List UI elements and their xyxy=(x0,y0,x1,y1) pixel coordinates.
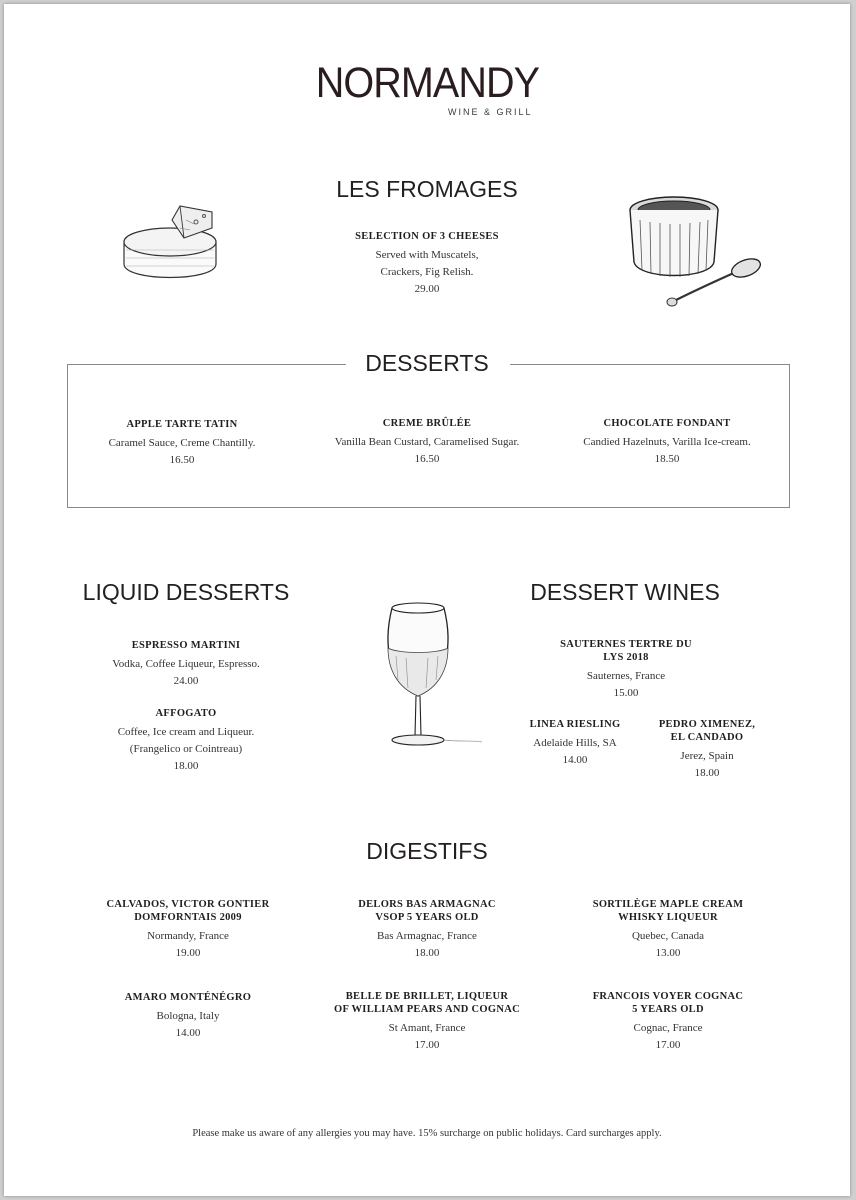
liquid-item xyxy=(76,639,296,690)
item-title: CREME BRÛLÉE xyxy=(382,418,472,429)
item-title: SELECTION OF 3 CHEESES xyxy=(355,231,499,242)
cheese-illustration-icon xyxy=(120,202,224,282)
brand-logo xyxy=(4,60,850,106)
item-title: CALVADOS, VICTOR GONTIER xyxy=(106,899,270,910)
digestif-item xyxy=(307,990,547,1054)
item-price: 14.00 xyxy=(175,1027,201,1039)
item-title: PEDRO XIMENEZ, xyxy=(658,719,756,730)
item-desc: Normandy, France xyxy=(147,930,229,942)
item-price: 18.00 xyxy=(694,767,720,779)
item-price: 17.00 xyxy=(655,1039,681,1051)
item-price: 29.00 xyxy=(414,283,440,295)
item-desc: Coffee, Ice cream and Liqueur. xyxy=(117,726,255,738)
item-desc: Vanilla Bean Custard, Caramelised Sugar. xyxy=(334,436,520,448)
brand-name: NORMANDY xyxy=(315,59,539,107)
item-title: DELORS BAS ARMAGNAC xyxy=(358,899,496,910)
item-desc: Crackers, Fig Relish. xyxy=(380,266,474,278)
item-desc: Jerez, Spain xyxy=(680,750,734,762)
digestif-item xyxy=(317,898,537,962)
item-price: 13.00 xyxy=(655,947,681,959)
item-price: 19.00 xyxy=(175,947,201,959)
item-desc: Bologna, Italy xyxy=(156,1010,220,1022)
item-price: 15.00 xyxy=(613,687,639,699)
fromages-heading: LES FROMAGES xyxy=(336,176,518,202)
menu-page xyxy=(4,4,850,1196)
item-title: BELLE DE BRILLET, LIQUEUR xyxy=(345,991,509,1002)
wine-item xyxy=(645,718,769,782)
item-title: SAUTERNES TERTRE DU xyxy=(560,639,692,650)
creme-brulee-illustration-icon xyxy=(628,194,762,312)
liquid-item xyxy=(76,707,296,775)
allergy-notice: Please make us aware of any allergies you may have. 15% surcharge on public holidays. Card surcharges apply. xyxy=(192,1128,662,1139)
item-title: LINEA RIESLING xyxy=(529,719,621,730)
fromages-item xyxy=(327,230,527,298)
dessert-item xyxy=(72,418,292,469)
item-title: AMARO MONTÉNÉGRO xyxy=(124,992,252,1003)
item-price: 16.50 xyxy=(414,453,440,465)
item-price: 18.00 xyxy=(414,947,440,959)
brand-subtitle: WINE & GRILL xyxy=(448,107,533,117)
item-title: ESPRESSO MARTINI xyxy=(131,640,241,651)
item-desc: Adelaide Hills, SA xyxy=(533,737,617,749)
item-title: APPLE TARTE TATIN xyxy=(126,419,238,430)
item-price: 14.00 xyxy=(562,754,588,766)
item-desc: (Frangelico or Cointreau) xyxy=(129,743,243,755)
item-title: AFFOGATO xyxy=(155,708,217,719)
liquid-desserts-heading: LIQUID DESSERTS xyxy=(82,579,290,605)
item-desc: Caramel Sauce, Creme Chantilly. xyxy=(108,437,256,449)
dessert-item xyxy=(302,417,552,468)
item-desc: Cognac, France xyxy=(633,1022,703,1034)
digestif-item xyxy=(558,990,778,1054)
item-price: 18.00 xyxy=(173,760,199,772)
item-title: VSOP 5 YEARS OLD xyxy=(375,912,479,923)
dessert-wines-heading: DESSERT WINES xyxy=(530,579,720,605)
item-title: DOMFORNTAIS 2009 xyxy=(134,912,242,923)
item-title: CHOCOLATE FONDANT xyxy=(603,418,731,429)
item-desc: Candied Hazelnuts, Varilla Ice-cream. xyxy=(583,436,751,448)
item-title: WHISKY LIQUEUR xyxy=(618,912,718,923)
item-desc: St Amant, France xyxy=(388,1022,466,1034)
digestif-item xyxy=(78,991,298,1042)
item-title: EL CANDADO xyxy=(670,732,744,743)
digestif-item xyxy=(78,898,298,962)
item-price: 17.00 xyxy=(414,1039,440,1051)
wine-item xyxy=(515,718,635,769)
item-title: OF WILLIAM PEARS AND COGNAC xyxy=(333,1004,521,1015)
item-desc: Vodka, Coffee Liqueur, Espresso. xyxy=(112,658,260,670)
wine-item xyxy=(546,638,706,702)
item-desc: Served with Muscatels, xyxy=(375,249,479,261)
digestifs-heading: DIGESTIFS xyxy=(366,838,488,864)
item-price: 16.50 xyxy=(169,454,195,466)
item-price: 18.50 xyxy=(654,453,680,465)
item-title: LYS 2018 xyxy=(603,652,649,663)
item-price: 24.00 xyxy=(173,675,199,687)
item-title: FRANCOIS VOYER COGNAC xyxy=(592,991,744,1002)
item-desc: Quebec, Canada xyxy=(631,930,705,942)
digestif-item xyxy=(558,898,778,962)
item-title: 5 YEARS OLD xyxy=(632,1004,704,1015)
item-desc: Sauternes, France xyxy=(586,670,666,682)
wine-glass-illustration-icon xyxy=(378,600,488,752)
item-desc: Bas Armagnac, France xyxy=(377,930,477,942)
desserts-heading: DESSERTS xyxy=(365,350,489,376)
dessert-item xyxy=(557,417,777,468)
item-title: SORTILÈGE MAPLE CREAM xyxy=(592,899,744,910)
